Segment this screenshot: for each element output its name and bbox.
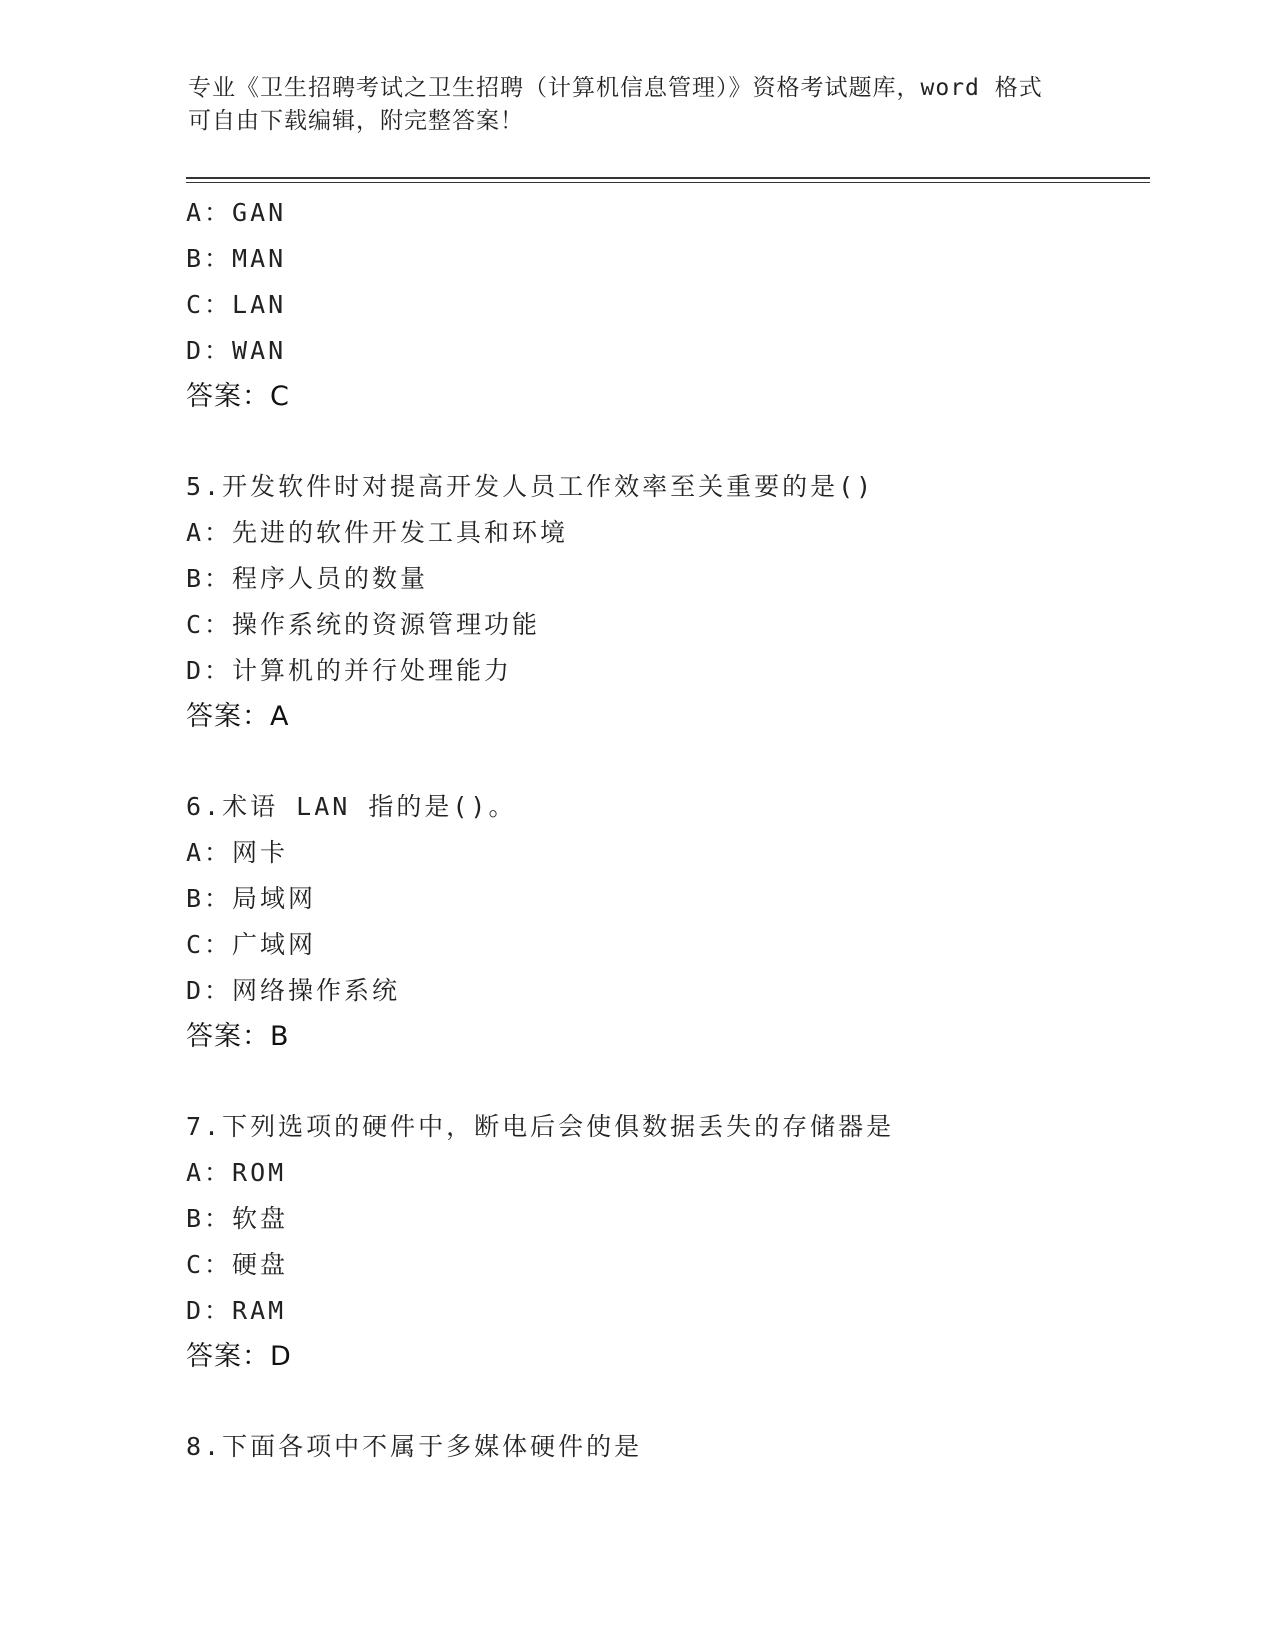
question-8 <box>186 1424 1146 1470</box>
answer: 答案：D <box>186 1341 292 1372</box>
option-a: A：GAN <box>186 198 287 227</box>
option-c: C：硬盘 <box>186 1250 289 1279</box>
question-6 <box>186 784 1146 1060</box>
answer: 答案：C <box>186 381 290 412</box>
option-b: B：程序人员的数量 <box>186 564 429 593</box>
spacer <box>186 1380 1146 1424</box>
option-b: B：MAN <box>186 244 287 273</box>
header-divider-thin <box>186 182 1150 183</box>
document-header <box>188 72 1088 138</box>
option-c: C：LAN <box>186 290 287 319</box>
option-d: D：计算机的并行处理能力 <box>186 656 513 685</box>
spacer <box>186 420 1146 464</box>
option-a: A：先进的软件开发工具和环境 <box>186 518 569 547</box>
spacer <box>186 1060 1146 1104</box>
question-7 <box>186 1104 1146 1380</box>
question-stem: 7.下列选项的硬件中，断电后会使俱数据丢失的存储器是 <box>186 1112 895 1141</box>
option-c: C：操作系统的资源管理功能 <box>186 610 541 639</box>
option-b: B：软盘 <box>186 1204 289 1233</box>
header-line-2: 可自由下载编辑，附完整答案！ <box>188 108 524 134</box>
header-divider-thick <box>186 177 1150 179</box>
option-b: B：局域网 <box>186 884 317 913</box>
option-d: D：网络操作系统 <box>186 976 401 1005</box>
question-stem: 5.开发软件时对提高开发人员工作效率至关重要的是() <box>186 472 875 501</box>
answer: 答案：A <box>186 701 290 732</box>
option-a: A：网卡 <box>186 838 289 867</box>
question-4 <box>186 190 1146 420</box>
spacer <box>186 740 1146 784</box>
question-stem: 8.下面各项中不属于多媒体硬件的是 <box>186 1432 643 1461</box>
question-5 <box>186 464 1146 740</box>
question-list <box>186 190 1146 1470</box>
question-stem: 6.术语 LAN 指的是()。 <box>186 792 517 821</box>
option-d: D：WAN <box>186 336 287 365</box>
option-c: C：广域网 <box>186 930 317 959</box>
answer: 答案：B <box>186 1021 290 1052</box>
option-a: A：ROM <box>186 1158 287 1187</box>
header-line-1: 专业《卫生招聘考试之卫生招聘（计算机信息管理）》资格考试题库，word 格式 <box>188 75 1043 101</box>
option-d: D：RAM <box>186 1296 287 1325</box>
